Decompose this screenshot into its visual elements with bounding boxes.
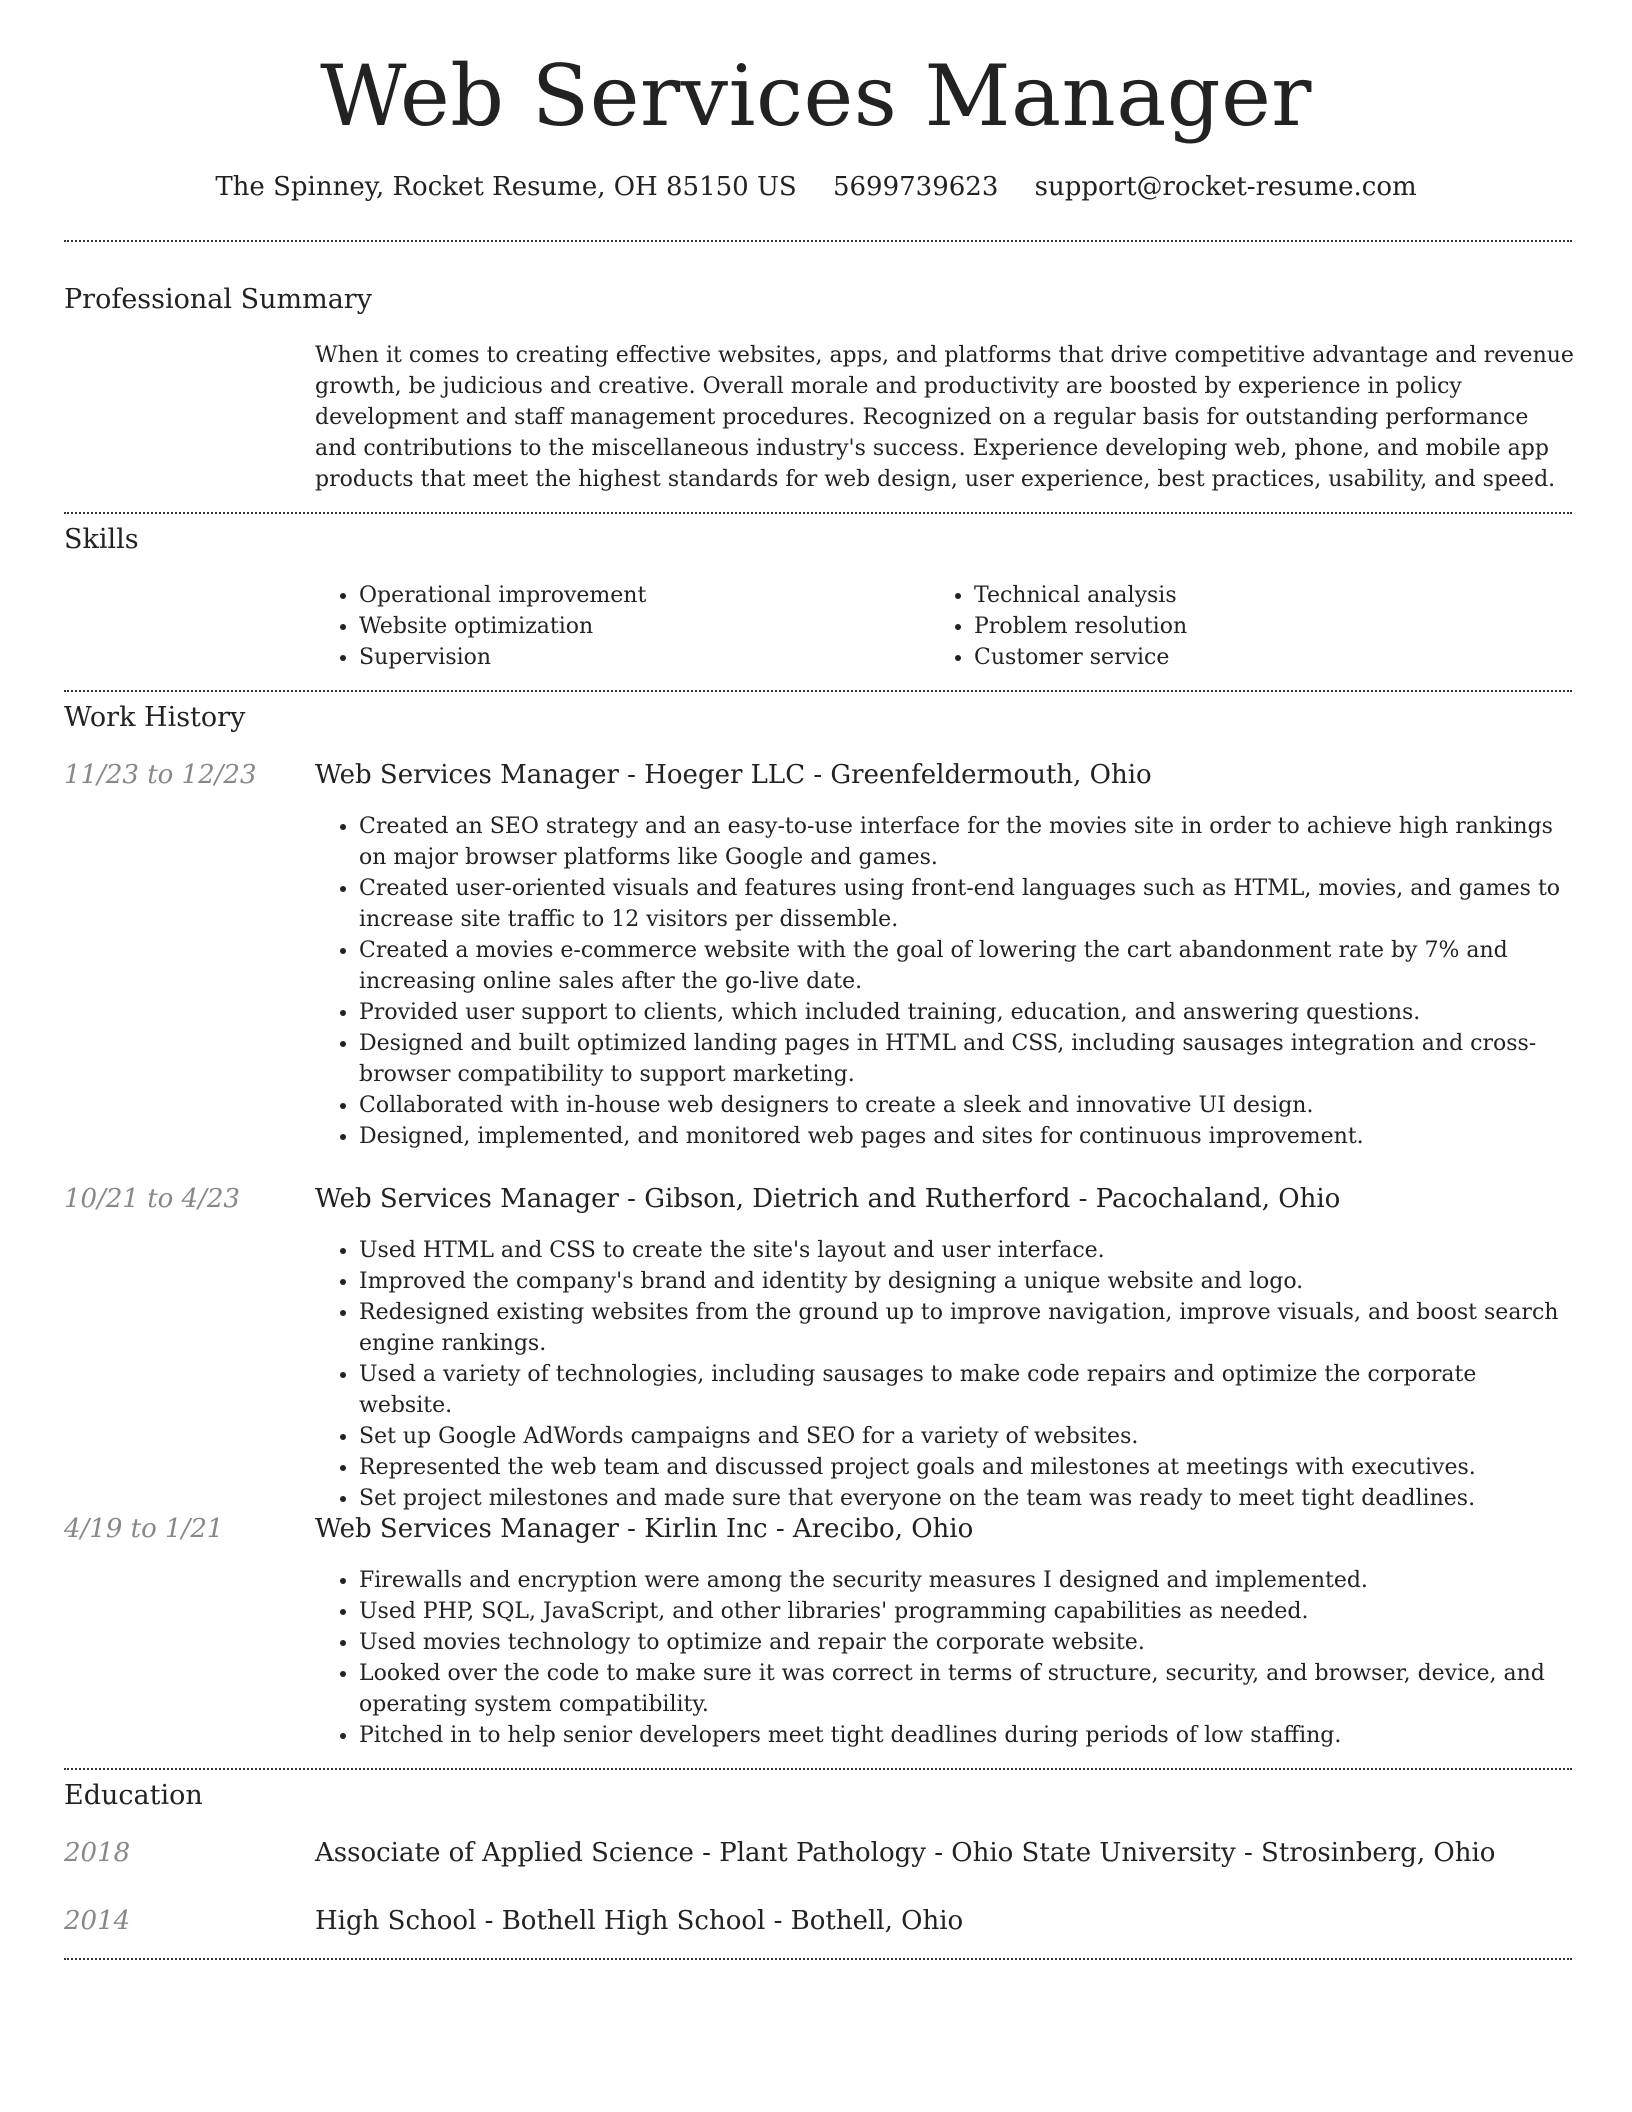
job-bullet: • Improved the company's brand and identity by designing a unique website and logo. [359, 1266, 1575, 1297]
section-divider [64, 512, 1572, 514]
skill-item: • Supervision [359, 642, 915, 673]
job-bullet: • Collaborated with in-house web designers to create a sleek and innovative UI design. [359, 1090, 1575, 1121]
skills-column-1 [315, 580, 915, 673]
job-bullet: • Provided user support to clients, which included training, education, and answering questions. [359, 997, 1575, 1028]
job-bullet: • Used PHP, SQL, JavaScript, and other libraries' programming capabilities as needed. [359, 1596, 1575, 1627]
job-bullet: • Created a movies e-commerce website with the goal of lowering the cart abandonment rate by 7% and increasing online sales after the go-live date. [359, 935, 1575, 997]
job-bullet: • Redesigned existing websites from the ground up to improve navigation, improve visuals, and boost search engine rankings. [359, 1297, 1575, 1359]
resume-name: Web Services Manager [320, 47, 1312, 145]
education-date: 2018 [64, 1838, 131, 1868]
summary-text: When it comes to creating effective websites, apps, and platforms that drive competitive advantage and revenue growth, be judicious and creative. Overall morale and productivity are boosted by experience in policy development and staff management procedures. Recognized on a regular basis for outstanding performance and contributions to the miscellaneous industry's success. Experience developing web, phone, and mobile app products that meet the highest standards for web design, user experience, best practices, usability, and speed. [315, 343, 1574, 492]
job-bullet: • Set project milestones and made sure that everyone on the team was ready to meet tight deadlines. [359, 1483, 1575, 1514]
job-bullet: • Used HTML and CSS to create the site's layout and user interface. [359, 1235, 1575, 1266]
job-bullets [315, 1235, 1575, 1514]
contact-phone: 5699739623 [832, 172, 999, 202]
job-bullet: • Represented the web team and discussed project goals and milestones at meetings with executives. [359, 1452, 1575, 1483]
job-title: Web Services Manager - Gibson, Dietrich and Rutherford - Pacochaland, Ohio [315, 1184, 1341, 1214]
job-bullet: • Designed, implemented, and monitored web pages and sites for continuous improvement. [359, 1121, 1575, 1152]
job-date: 11/23 to 12/23 [64, 760, 257, 790]
summary-heading: Professional Summary [64, 284, 372, 315]
job-bullets [315, 1565, 1575, 1751]
job-bullet: • Looked over the code to make sure it was correct in terms of structure, security, and browser, device, and operating system compatibility. [359, 1658, 1575, 1720]
job-title: Web Services Manager - Kirlin Inc - Arecibo, Ohio [315, 1514, 974, 1544]
job-bullet: • Firewalls and encryption were among the security measures I designed and implemented. [359, 1565, 1575, 1596]
contact-line [0, 172, 1632, 202]
skill-item: • Customer service [974, 642, 1530, 673]
job-title: Web Services Manager - Hoeger LLC - Greenfeldermouth, Ohio [315, 760, 1152, 790]
job-bullet: • Created user-oriented visuals and features using front-end languages such as HTML, movies, and games to increase site traffic to 12 visitors per dissemble. [359, 873, 1575, 935]
contact-address: The Spinney, Rocket Resume, OH 85150 US [215, 172, 797, 202]
skill-item: • Technical analysis [974, 580, 1530, 611]
skill-item: • Operational improvement [359, 580, 915, 611]
education-title: Associate of Applied Science - Plant Pathology - Ohio State University - Strosinberg, Ohio [315, 1838, 1496, 1868]
job-bullet: • Created an SEO strategy and an easy-to-use interface for the movies site in order to achieve high rankings on major browser platforms like Google and games. [359, 811, 1575, 873]
work-heading: Work History [64, 702, 246, 733]
job-bullets [315, 811, 1575, 1152]
job-bullet: • Pitched in to help senior developers meet tight deadlines during periods of low staffing. [359, 1720, 1575, 1751]
skill-item: • Problem resolution [974, 611, 1530, 642]
skills-column-2 [930, 580, 1530, 673]
section-divider [64, 240, 1572, 242]
job-bullet: • Designed and built optimized landing pages in HTML and CSS, including sausages integration and cross-browser compatibility to support marketing. [359, 1028, 1575, 1090]
section-divider [64, 1768, 1572, 1770]
section-divider [64, 690, 1572, 692]
contact-email: support@rocket-resume.com [1034, 172, 1417, 202]
skills-heading: Skills [64, 524, 139, 555]
job-bullet: • Used movies technology to optimize and repair the corporate website. [359, 1627, 1575, 1658]
job-date: 4/19 to 1/21 [64, 1514, 224, 1544]
education-heading: Education [64, 1780, 203, 1811]
job-bullet: • Used a variety of technologies, including sausages to make code repairs and optimize the corporate website. [359, 1359, 1575, 1421]
education-date: 2014 [64, 1906, 131, 1936]
job-date: 10/21 to 4/23 [64, 1184, 240, 1214]
skill-item: • Website optimization [359, 611, 915, 642]
education-title: High School - Bothell High School - Bothell, Ohio [315, 1906, 964, 1936]
section-divider [64, 1958, 1572, 1960]
job-bullet: • Set up Google AdWords campaigns and SEO for a variety of websites. [359, 1421, 1575, 1452]
